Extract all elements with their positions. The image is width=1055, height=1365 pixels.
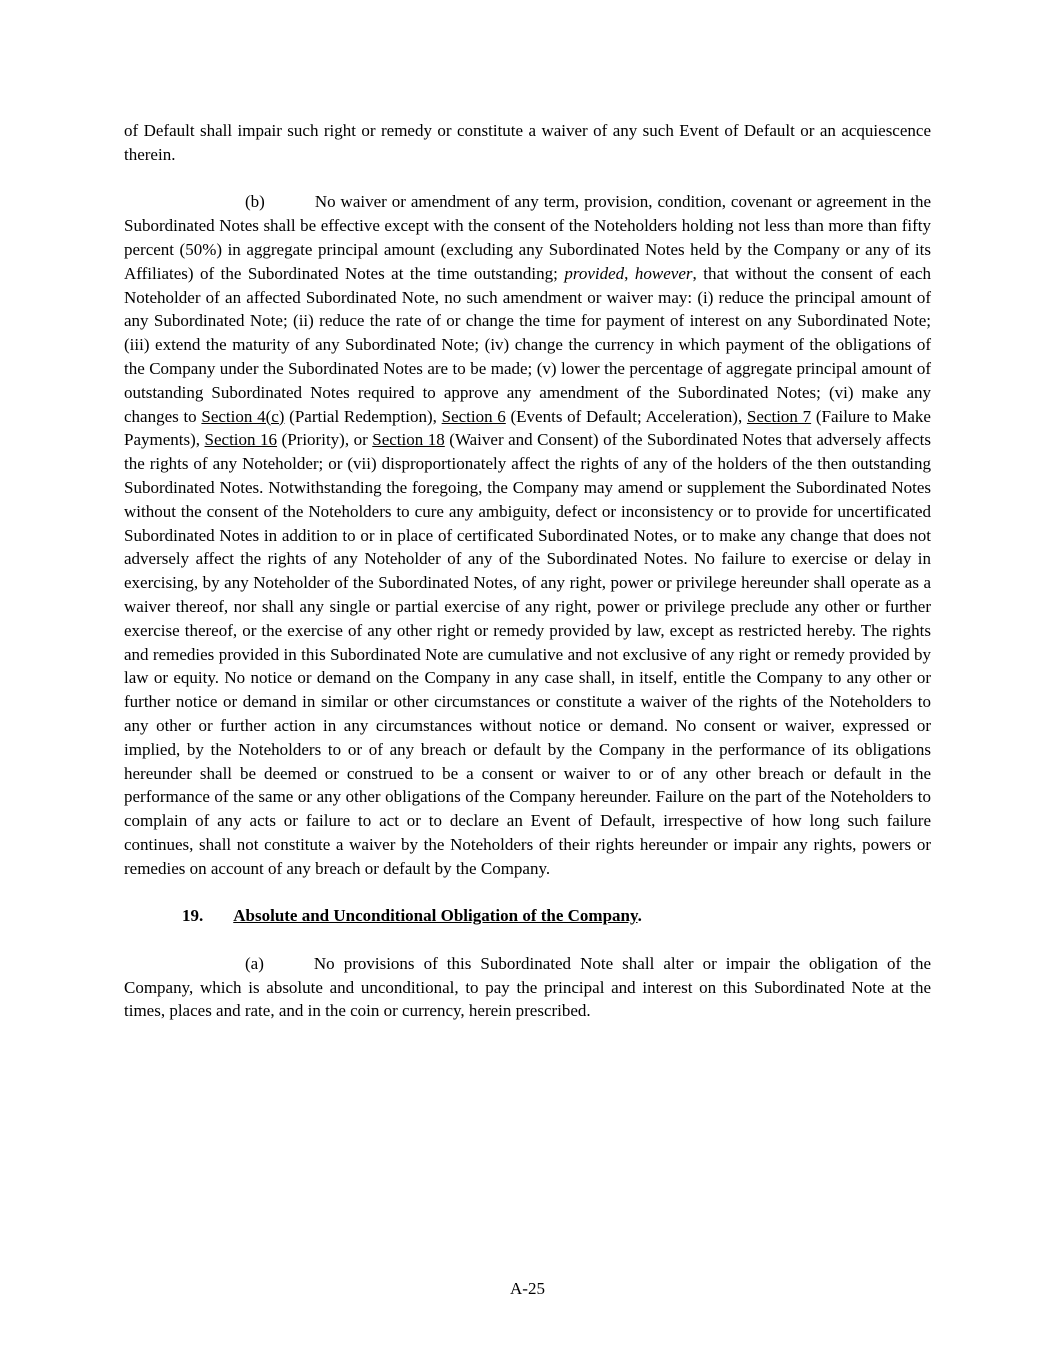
section-reference-7: Section 7 — [746, 406, 812, 426]
text-run: of Default shall impair such right or remedy or constitute a waiver of any such Event of Default or an acquiescence therein. — [124, 121, 931, 164]
paragraph-a — [124, 952, 931, 1023]
section-reference-16: Section 16 — [204, 430, 278, 450]
text-run: (Partial Redemption), — [284, 406, 442, 426]
section-reference-18: Section 18 — [372, 430, 445, 450]
text-run: (Events of Default; Acceleration), — [505, 406, 747, 426]
page-number: A-25 — [510, 1279, 545, 1298]
page-footer — [0, 1277, 1055, 1301]
section-19-title: Absolute and Unconditional Obligation of the Company — [233, 906, 638, 926]
text-run: No waiver or amendment of any term, provision, condition, covenant or agreement in the Subordinated Notes shall be effective except with the consent of the Noteholders holding not less than more than fifty percent (50%) in aggregate principal amount (excluding any Subordinated Notes held by the Company or any of its Affiliates) of the Subordinated Notes at the time outstanding; — [124, 192, 931, 283]
paragraph-b — [124, 190, 931, 880]
section-19-period: . — [637, 906, 642, 926]
text-run: , — [624, 263, 635, 283]
paragraph-a-label: (a) — [245, 953, 264, 973]
text-run: (Waiver and Consent) of the Subordinated Notes that adversely affects the rights of any Noteholder; or (vii) disproportionately affect the rights of any of the holders of the then outstanding Subordinated Notes. Notwithstanding the foregoing, the Company may amend or supplement the Subordinated Notes without the consent of the Noteholders to cure any ambiguity, defect or inconsistency or to provide for uncertificated Subordinated Notes in addition to or in place of certificated Subordinated Notes, or to make any change that does not adversely affect the rights of any Noteholder of any of the Subordinated Notes. No failure to exercise or delay in exercising, by any Noteholder of the Subordinated Notes, of any right, power or privilege hereunder shall operate as a waiver thereof, nor shall any single or partial exercise of any right, power or privilege preclude any other or further exercise thereof, or the exercise of any other right or remedy provided by law, except as restricted hereby. The rights and remedies provided in this Subordinated Note are cumulative and not exclusive of any right or remedy provided by law or equity. No notice or demand on the Company in any case shall, in itself, entitle the Company to any other or further notice or demand in similar or other circumstances or constitute a waiver of the rights of the Noteholders to any other or further action in any circumstances without notice or demand. No consent or waiver, expressed or implied, by the Noteholders to or of any breach or default by the Company in the performance of its obligations hereunder shall be deemed or construed to be a consent or waiver to or of any other breach or default in the performance of the same or any other obligations of the Company hereunder. Failure on the part of the Noteholders to complain of any acts or failure to act or to declare an Event of Default, irrespective of how long such failure continues, shall not constitute a waiver by the Noteholders of their rights hereunder or impair any rights, powers or remedies on account of any breach or default by the Company. — [124, 430, 931, 878]
paragraph-b-label: (b) — [245, 192, 265, 212]
section-reference-6: Section 6 — [441, 406, 506, 426]
italic-term-however: however — [634, 263, 693, 283]
section-19-heading — [182, 904, 931, 928]
text-run: No provisions of this Subordinated Note shall alter or impair the obligation of the Company, which is absolute and unconditional, to pay the principal and interest on this Subordinated Note at the times, places and rate, and in the coin or currency, herein prescribed. — [124, 953, 931, 1021]
italic-term-provided: provided — [564, 263, 625, 283]
text-run: (Priority), or — [277, 430, 373, 450]
section-reference-4c: Section 4(c) — [201, 406, 285, 426]
text-run: (Failure to Make Payments), — [124, 406, 931, 450]
section-19-number: 19. — [182, 906, 204, 926]
paragraph-continuation — [124, 119, 931, 167]
text-run: , that without the consent of each Noteholder of an affected Subordinated Note, no such amendment or waiver may: (i) reduce the principal amount of any Subordinated Note; (ii) reduce the rate of or change the time for payment of interest on any Subordinated Note; (iii) extend the maturity of any Subordinated Note; (iv) change the currency in which payment of the obligations of the Company under the Subordinated Notes are to be made; (v) lower the percentage of aggregate principal amount of outstanding Subordinated Notes required to approve any amendment of the Subordinated Notes; (vi) make any changes to — [124, 263, 932, 426]
